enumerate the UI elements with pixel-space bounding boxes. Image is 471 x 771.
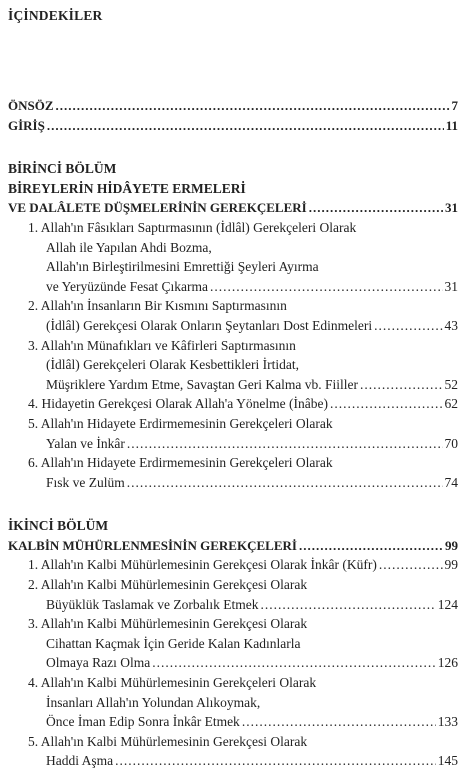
part-title-line: VE DALÂLETE DÜŞMELERİNİN GEREKÇELERİ [8,200,307,216]
toc-page-number: 70 [444,435,458,451]
leader-dots [309,198,443,218]
toc-page-number: 99 [445,537,458,553]
toc-page-number: 62 [444,396,458,412]
toc-entry[interactable] [8,555,458,575]
toc-page-number: 7 [451,98,458,113]
toc-entry[interactable] [8,453,458,492]
part-one [8,159,458,492]
part-title-entry[interactable] [8,198,458,218]
table-of-contents [8,96,458,771]
toc-entry[interactable] [8,394,458,414]
toc-entry[interactable] [8,414,458,453]
toc-entry-onsoz[interactable] [8,96,458,116]
toc-entry-label: Müşriklere Yardım Etme, Savaştan Geri Kalma vb. Fiiller [46,376,358,392]
toc-entry-line: (İdlâl) Gerekçeleri Olarak Kesbettikleri İrtidat, [46,357,299,373]
toc-entry-label: 4. Hidayetin Gerekçesi Olarak Allah'a Yönelme (İnâbe) [28,396,328,412]
leader-dots [127,473,443,493]
toc-entry-label: ÖNSÖZ [8,98,54,113]
toc-entry-last-line [8,473,458,493]
toc-entry-label: Haddi Aşma [46,753,114,769]
toc-entry-label: ve Yeryüzünde Fesat Çıkarma [46,278,208,294]
toc-entry-last-line [8,277,458,297]
toc-entry-line: İnsanları Allah'ın Yolundan Alıkoymak, [46,694,261,710]
toc-page-number: 124 [437,596,458,612]
part-two [8,516,458,771]
toc-page-number: 52 [444,376,458,392]
section-list [8,218,458,492]
toc-entry-label: Fısk ve Zulüm [46,474,125,490]
toc-entry-label: Büyüklük Taslamak ve Zorbalık Etmek [46,596,259,612]
toc-entry-last-line [8,712,458,732]
toc-entry-last-line [8,375,458,395]
toc-entry-line: 6. Allah'ın Hidayete Erdirmemesinin Gerekçeleri Olarak [28,455,333,471]
leader-dots [379,555,443,575]
toc-entry-last-line [8,555,458,575]
leader-dots [152,653,436,673]
toc-entry[interactable] [8,575,458,614]
toc-page-number: 31 [444,278,458,294]
leader-dots [115,751,436,771]
leader-dots [242,712,436,732]
toc-entry[interactable] [8,296,458,335]
toc-page-number: 99 [444,557,458,573]
front-matter [8,96,458,135]
toc-entry-label: Yalan ve İnkâr [46,435,125,451]
part-title-line: KALBİN MÜHÜRLENMESİNİN GEREKÇELERİ [8,537,297,553]
part-label: İKİNCİ BÖLÜM [8,518,109,534]
toc-page-number: 145 [437,753,458,769]
leader-dots [360,375,443,395]
toc-page-number: 74 [444,474,458,490]
leader-dots [261,595,436,615]
toc-entry-giris[interactable] [8,116,458,136]
toc-entry-label: (İdlâl) Gerekçesi Olarak Onların Şeytanları Dost Edinmeleri [46,317,373,333]
toc-entry-line: 2. Allah'ın Kalbi Mühürlemesinin Gerekçesi Olarak [28,577,308,593]
toc-entry-line: Allah ile Yapılan Ahdi Bozma, [46,239,212,255]
toc-entry[interactable] [8,614,458,673]
leader-dots [374,316,442,336]
toc-entry-last-line [8,751,458,771]
toc-entry-last-line [8,394,458,414]
part-title-line: BİREYLERİN HİDÂYETE ERMELERİ [8,180,246,196]
toc-entry-label: Önce İman Edip Sonra İnkâr Etmek [46,714,240,730]
toc-entry-last-line [8,653,458,673]
toc-entry-label: 1. Allah'ın Kalbi Mühürlemesinin Gerekçesi Olarak İnkâr (Küfr) [28,557,377,573]
toc-entry-line: Cihattan Kaçmak İçin Geride Kalan Kadınlarla [46,635,301,651]
toc-page-number: 126 [437,655,458,671]
leader-dots [330,394,443,414]
leader-dots [127,434,443,454]
toc-entry-line: 4. Allah'ın Kalbi Mühürlemesinin Gerekçeleri Olarak [28,675,317,691]
toc-entry-label: GİRİŞ [8,117,45,133]
toc-entry-last-line [8,316,458,336]
toc-entry-line: 3. Allah'ın Kalbi Mühürlemesinin Gerekçesi Olarak [28,616,308,632]
toc-entry-line: 2. Allah'ın İnsanların Bir Kısmını Saptırmasının [28,298,287,314]
toc-entry-line: 5. Allah'ın Kalbi Mühürlemesinin Gerekçesi Olarak [28,733,308,749]
toc-entry-line: 5. Allah'ın Hidayete Erdirmemesinin Gerekçeleri Olarak [28,415,333,431]
toc-page-number: 43 [444,317,458,333]
toc-entry-line: 1. Allah'ın Fâsıkları Saptırmasının (İdlâl) Gerekçeleri Olarak [28,219,357,235]
toc-entry-last-line [8,595,458,615]
toc-entry-last-line [8,434,458,454]
toc-entry[interactable] [8,218,458,296]
toc-entry-line: 3. Allah'ın Münafıkları ve Kâfirleri Saptırmasının [28,337,296,353]
leader-dots [210,277,443,297]
part-label: BİRİNCİ BÖLÜM [8,161,117,177]
page-title: İÇİNDEKİLER [8,8,103,23]
leader-dots [47,116,444,136]
toc-page-number: 133 [437,714,458,730]
toc-entry-line: Allah'ın Birleştirilmesini Emrettiği Şeyleri Ayırma [46,259,319,275]
toc-entry[interactable] [8,732,458,771]
toc-page-number: 11 [445,117,458,133]
section-list [8,555,458,771]
leader-dots [299,536,443,556]
toc-page-number: 31 [445,200,458,216]
leader-dots [56,96,450,116]
toc-entry[interactable] [8,336,458,395]
part-title-entry[interactable] [8,536,458,556]
toc-entry-label: Olmaya Razı Olma [46,655,151,671]
toc-entry[interactable] [8,673,458,732]
